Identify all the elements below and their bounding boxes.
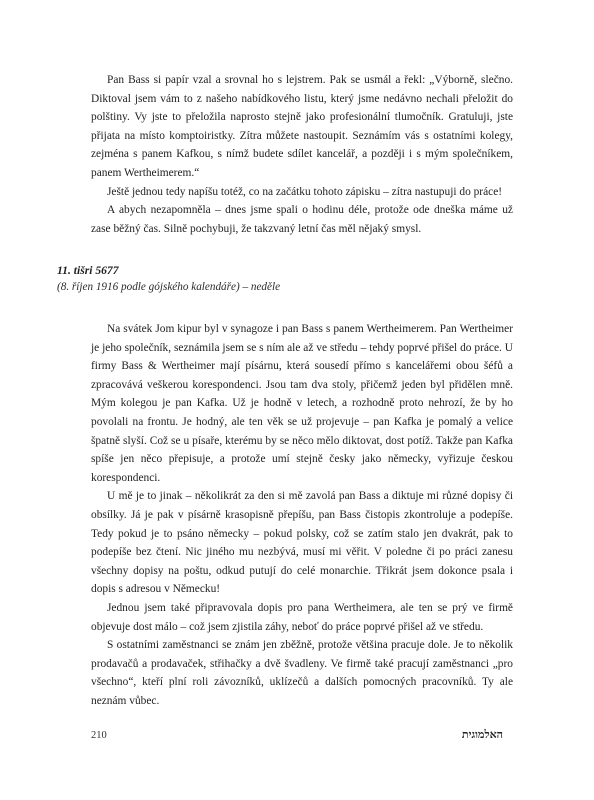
running-footer-title: האלמוגית (461, 729, 503, 741)
paragraph: A abych nezapomněla – dnes jsme spali o hodinu déle, protože ode dneška máme už zase běžný čas. Silně pochybuji, že takzvaný letní čas měl nějaký smysl. (91, 204, 513, 235)
entry-date-heading: 11. tišri 5677 (57, 264, 119, 277)
paragraph: Ještě jednou tedy napíšu totéž, co na začátku tohoto zápisku – zítra nastupuji do práce! (107, 185, 503, 198)
continued-text-block (91, 71, 513, 238)
paragraph: Na svátek Jom kipur byl v synagoze i pan Bass s panem Wertheimerem. Pan Wertheimer je jeho společník, seznámila jsem se s ním ale až ve středu – tehdy poprvé přišel do práce. U firmy Bass & Wertheimer mají písárnu, která sousedí přímo s kancelářemi obou šéfů a zpracovává veškerou korespondenci. Jsou tam dva stoly, přičemž jeden byl přidělen mně. Mým kolegou je pan Kafka. Už je hodně v letech, a rozhodně proto nehrozí, že by ho povolali na frontu. Je hodný, ale ten věk se už projevuje – pan Kafka je pomalý a velice špatně slyší. Což se u písaře, kterému by se něco mělo diktovat, dost potíž. Takže pan Kafka spíše jen něco přepisuje, a protože umí stejně česky jako německy, vyřizuje českou korespondenci. (91, 323, 513, 484)
entry-text-block (91, 320, 513, 710)
entry-date-subheading: (8. říjen 1916 podle gójského kalendáře) – neděle (57, 281, 281, 293)
page-number: 210 (91, 730, 107, 741)
paragraph: Pan Bass si papír vzal a srovnal ho s lejstrem. Pak se usmál a řekl: „Výborně, slečno. Diktoval jsem vám to z našeho nabídkového listu, který jsme nedávno nechali přeložit do polštiny. Vy jste to přeložila naprosto stejně jako profesionální tlumočník. Gratuluji, jste přijata na místo komptoiristky. Zítra můžete nastoupit. Seznámím vás s ostatními kolegy, zejména s panem Kafkou, s nímž budete sdílet kancelář, a později i s mým společníkem, panem Wertheimerem.“ (91, 74, 513, 179)
paragraph: S ostatními zaměstnanci se znám jen zběžně, protože většina pracuje dole. Je to několik prodavačů a prodavaček, střihačky a dvě švadleny. Ve firmě také pracují zaměstnanci „pro všechno“, kteří plní roli závozníků, uklízečů a dalších pomocných pracovníků. Ty ale neznám vůbec. (91, 639, 513, 707)
paragraph: U mě je to jinak – několikrát za den si mě zavolá pan Bass a diktuje mi různé dopisy či obsílky. Já je pak v písárně krasopisně přepíšu, pan Bass čistopis zkontroluje a podepíše. Tedy pokud je to psáno německy – pokud polsky, což se zatím stalo jen dvakrát, pak to podepíše bez čtení. Nic jiného mu nezbývá, musí mi věřit. V poledne či po práci zanesu všechny dopisy na poštu, odkud putují do celé monarchie. Třikrát jsem dokonce psala i dopis s adresou v Německu! (91, 490, 513, 596)
paragraph: Jednou jsem také připravovala dopis pro pana Wertheimera, ale ten se prý ve firmě objevuje dost málo – což jsem zjistila záhy, neboť do práce poprvé přišel až ve středu. (91, 601, 513, 633)
